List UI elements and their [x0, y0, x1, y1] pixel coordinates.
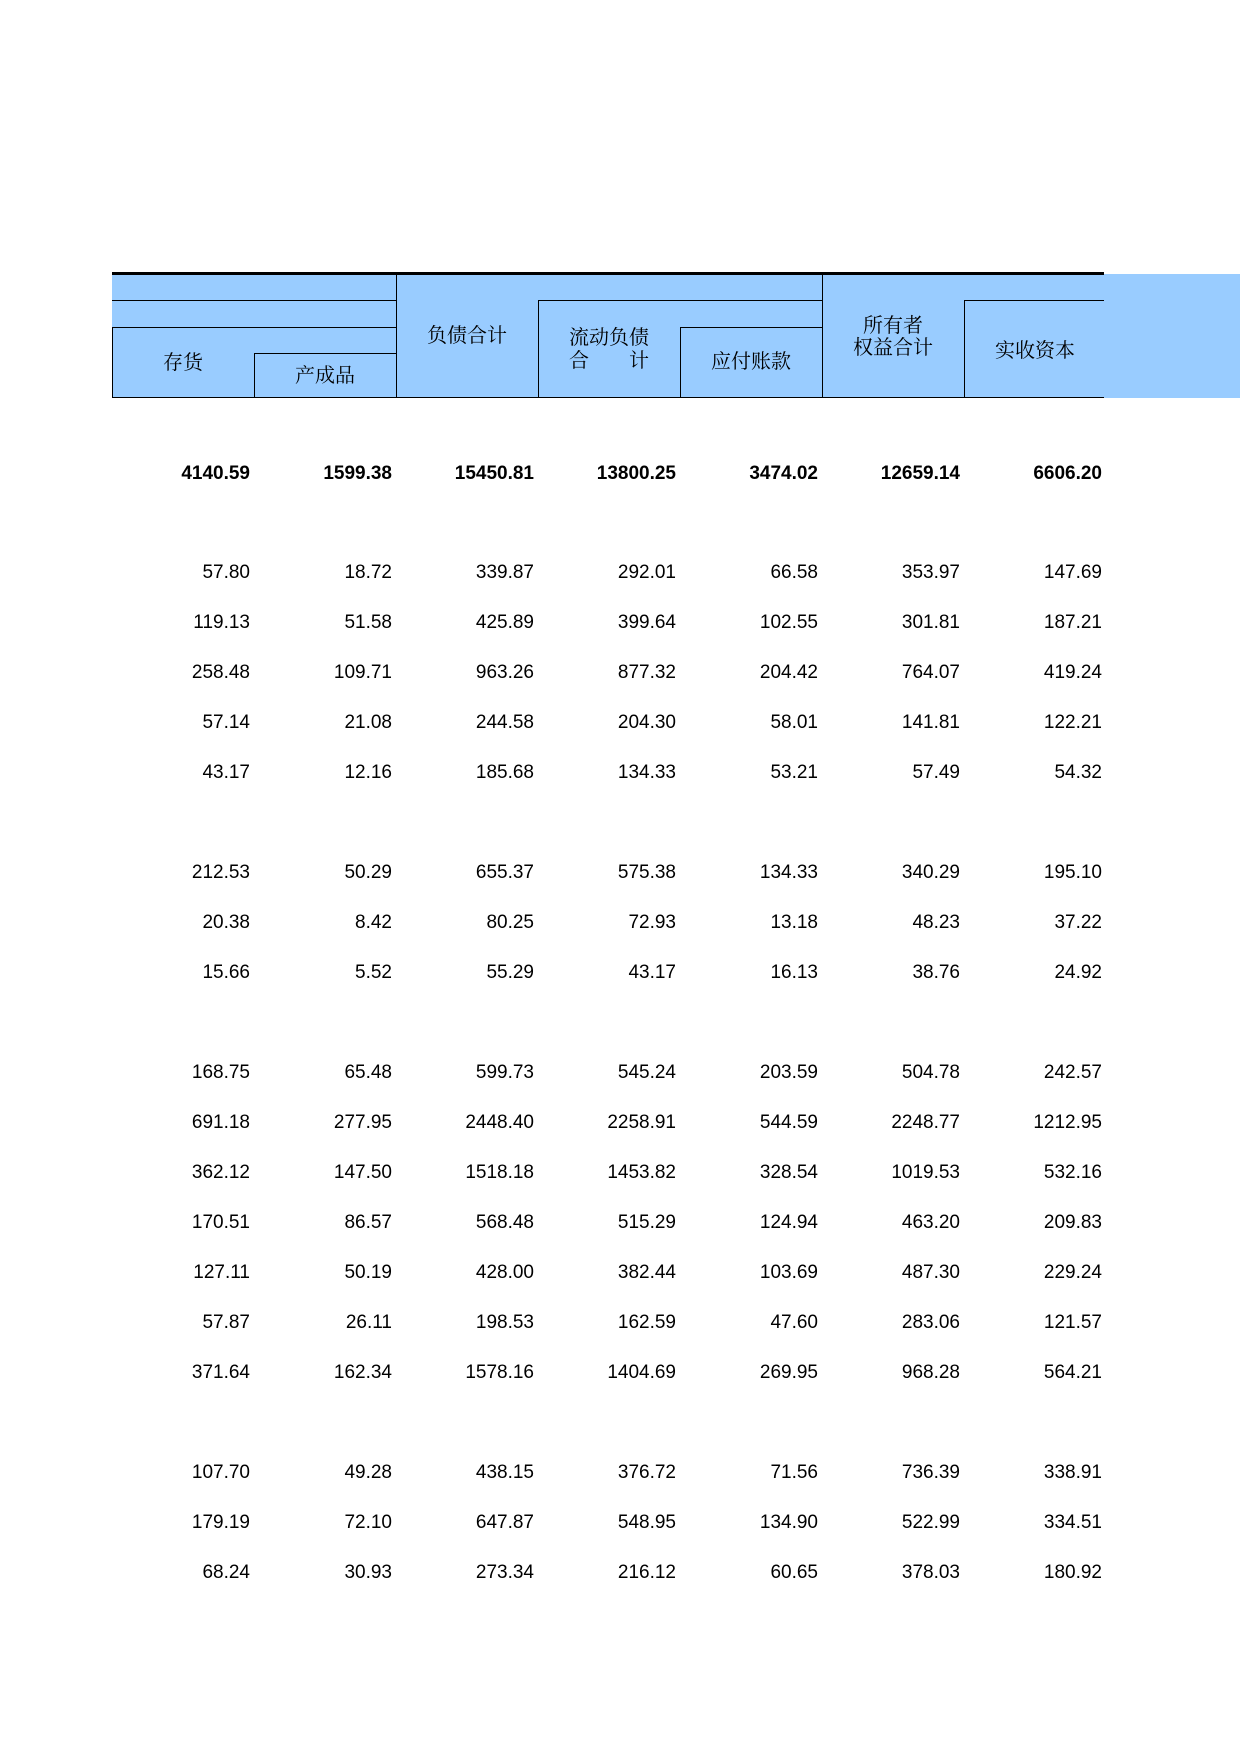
header-inventory: 存货 [163, 350, 203, 374]
table-row-cell: 86.57 [344, 1212, 392, 1233]
header-owners-equity-line1: 所有者 [863, 313, 923, 337]
table-row-cell: 103.69 [759, 1262, 818, 1283]
table-row-cell: 273.34 [475, 1562, 534, 1583]
table-row-cell: 168.75 [191, 1062, 250, 1083]
table-row-cell: 102.55 [759, 612, 818, 633]
table-row-cell: 8.42 [355, 912, 392, 933]
table-row-cell: 378.03 [901, 1562, 960, 1583]
total-row-cell: 3474.02 [749, 463, 818, 484]
total-row-cell: 13800.25 [596, 463, 676, 484]
table-row-cell: 548.95 [617, 1512, 676, 1533]
total-row-cell: 12659.14 [880, 463, 960, 484]
table-row-cell: 963.26 [475, 662, 534, 683]
table-row-cell: 229.24 [1043, 1262, 1102, 1283]
table-row-cell: 134.90 [759, 1512, 818, 1533]
table-row-cell: 21.08 [344, 712, 392, 733]
table-row-cell: 51.58 [344, 612, 392, 633]
table-row-cell: 655.37 [475, 862, 534, 883]
table-row-cell: 147.50 [333, 1162, 392, 1183]
table-row-cell: 647.87 [475, 1512, 534, 1533]
table-row-cell: 340.29 [901, 862, 960, 883]
table-row-cell: 301.81 [901, 612, 960, 633]
table-row-cell: 353.97 [901, 562, 960, 583]
table-row-cell: 141.81 [901, 712, 960, 733]
table-row-cell: 72.93 [628, 912, 676, 933]
table-row-cell: 204.42 [759, 662, 818, 683]
table-row-cell: 12.16 [344, 762, 392, 783]
header-finished-goods: 产成品 [295, 363, 355, 387]
header-accounts-payable: 应付账款 [711, 349, 791, 373]
table-row-cell: 277.95 [333, 1112, 392, 1133]
table-row-cell: 127.11 [193, 1262, 250, 1283]
table-row-cell: 1578.16 [465, 1362, 534, 1383]
total-row-cell: 4140.59 [181, 463, 250, 484]
table-row-cell: 55.29 [486, 962, 534, 983]
table-row-cell: 37.22 [1054, 912, 1102, 933]
table-row-cell: 691.18 [191, 1112, 250, 1133]
table-row-cell: 568.48 [475, 1212, 534, 1233]
table-row-cell: 15.66 [202, 962, 250, 983]
table-row-cell: 13.18 [770, 912, 818, 933]
table-row-cell: 877.32 [617, 662, 676, 683]
table-row-cell: 147.69 [1043, 562, 1102, 583]
table-row-cell: 204.30 [617, 712, 676, 733]
table-row-cell: 16.13 [770, 962, 818, 983]
total-row-cell: 15450.81 [454, 463, 534, 484]
table-row-cell: 53.21 [770, 762, 818, 783]
table-row-cell: 1518.18 [465, 1162, 534, 1183]
table-row-cell: 283.06 [901, 1312, 960, 1333]
table-row-cell: 575.38 [617, 862, 676, 883]
table-row-cell: 764.07 [901, 662, 960, 683]
table-row-cell: 38.76 [912, 962, 960, 983]
table-row-cell: 209.83 [1043, 1212, 1102, 1233]
table-row-cell: 2258.91 [607, 1112, 676, 1133]
table-row-cell: 1453.82 [607, 1162, 676, 1183]
table-row-cell: 376.72 [617, 1462, 676, 1483]
table-row-cell: 48.23 [912, 912, 960, 933]
table-row-cell: 736.39 [901, 1462, 960, 1483]
table-row-cell: 212.53 [191, 862, 250, 883]
table-row-cell: 57.49 [912, 762, 960, 783]
table-row-cell: 269.95 [759, 1362, 818, 1383]
table-row-cell: 107.70 [191, 1462, 250, 1483]
table-row-cell: 49.28 [344, 1462, 392, 1483]
table-row-cell: 1212.95 [1033, 1112, 1102, 1133]
table-row-cell: 328.54 [759, 1162, 818, 1183]
table-row-cell: 47.60 [770, 1312, 818, 1333]
table-row-cell: 258.48 [191, 662, 250, 683]
table-row-cell: 382.44 [617, 1262, 676, 1283]
header-current-liabilities-line2: 合 计 [569, 348, 649, 372]
table-row-cell: 362.12 [191, 1162, 250, 1183]
table-row-cell: 371.64 [191, 1362, 250, 1383]
table-row-cell: 134.33 [759, 862, 818, 883]
table-row-cell: 180.92 [1043, 1562, 1102, 1583]
table-row-cell: 428.00 [475, 1262, 534, 1283]
table-row-cell: 185.68 [475, 762, 534, 783]
table-row-cell: 339.87 [475, 562, 534, 583]
table-row-cell: 66.58 [770, 562, 818, 583]
table-row-cell: 43.17 [628, 962, 676, 983]
table-row-cell: 419.24 [1043, 662, 1102, 683]
table-row-cell: 292.01 [617, 562, 676, 583]
table-row-cell: 487.30 [901, 1262, 960, 1283]
table-row-cell: 54.32 [1054, 762, 1102, 783]
table-row-cell: 65.48 [344, 1062, 392, 1083]
table-row-cell: 50.19 [344, 1262, 392, 1283]
table-row-cell: 244.58 [475, 712, 534, 733]
header-owners-equity-line2: 权益合计 [853, 335, 933, 359]
table-row-cell: 134.33 [617, 762, 676, 783]
table-row-cell: 544.59 [759, 1112, 818, 1133]
table-row-cell: 198.53 [475, 1312, 534, 1333]
table-row-cell: 203.59 [759, 1062, 818, 1083]
table-row-cell: 162.34 [333, 1362, 392, 1383]
table-row-cell: 504.78 [901, 1062, 960, 1083]
table-row-cell: 60.65 [770, 1562, 818, 1583]
header-current-liabilities-line1: 流动负债 [569, 325, 649, 349]
table-row-cell: 522.99 [901, 1512, 960, 1533]
table-row-cell: 1019.53 [891, 1162, 960, 1183]
table-row-cell: 564.21 [1043, 1362, 1102, 1383]
table-row-cell: 119.13 [193, 612, 250, 633]
table-row-cell: 338.91 [1043, 1462, 1102, 1483]
table-row-cell: 242.57 [1043, 1062, 1102, 1083]
table-row-cell: 2248.77 [891, 1112, 960, 1133]
table-row-cell: 1404.69 [607, 1362, 676, 1383]
total-row-cell: 1599.38 [323, 463, 392, 484]
table-row-cell: 57.87 [202, 1312, 250, 1333]
table-row-cell: 463.20 [901, 1212, 960, 1233]
table-row-cell: 26.11 [345, 1312, 392, 1333]
table-row-cell: 50.29 [344, 862, 392, 883]
table-row-cell: 216.12 [617, 1562, 676, 1583]
table-row-cell: 532.16 [1043, 1162, 1102, 1183]
table-row-cell: 20.38 [202, 912, 250, 933]
table-row-cell: 124.94 [759, 1212, 818, 1233]
table-row-cell: 187.21 [1043, 612, 1102, 633]
table-row-cell: 43.17 [202, 762, 250, 783]
table-row-cell: 57.14 [202, 712, 250, 733]
table-row-cell: 2448.40 [465, 1112, 534, 1133]
table-row-cell: 515.29 [617, 1212, 676, 1233]
table-row-cell: 162.59 [617, 1312, 676, 1333]
table-row-cell: 71.56 [770, 1462, 818, 1483]
header-paid-in-capital: 实收资本 [995, 338, 1075, 362]
table-row-cell: 170.51 [191, 1212, 250, 1233]
table-row-cell: 58.01 [770, 712, 818, 733]
table-row-cell: 195.10 [1043, 862, 1102, 883]
table-row-cell: 179.19 [191, 1512, 250, 1533]
header-total-liabilities: 负债合计 [427, 323, 507, 347]
table-row-cell: 68.24 [202, 1562, 250, 1583]
table-row-cell: 30.93 [344, 1562, 392, 1583]
table-row-cell: 545.24 [617, 1062, 676, 1083]
table-row-cell: 399.64 [617, 612, 676, 633]
table-row-cell: 425.89 [475, 612, 534, 633]
table-row-cell: 122.21 [1043, 712, 1102, 733]
table-row-cell: 334.51 [1043, 1512, 1102, 1533]
table-row-cell: 599.73 [475, 1062, 534, 1083]
total-row-cell: 6606.20 [1033, 463, 1102, 484]
table-row-cell: 109.71 [333, 662, 392, 683]
table-row-cell: 72.10 [344, 1512, 392, 1533]
table-row-cell: 968.28 [901, 1362, 960, 1383]
table-row-cell: 5.52 [355, 962, 392, 983]
table-row-cell: 18.72 [344, 562, 392, 583]
table-row-cell: 80.25 [486, 912, 534, 933]
table-row-cell: 121.57 [1043, 1312, 1102, 1333]
table-row-cell: 24.92 [1054, 962, 1102, 983]
table-row-cell: 438.15 [475, 1462, 534, 1483]
table-row-cell: 57.80 [202, 562, 250, 583]
